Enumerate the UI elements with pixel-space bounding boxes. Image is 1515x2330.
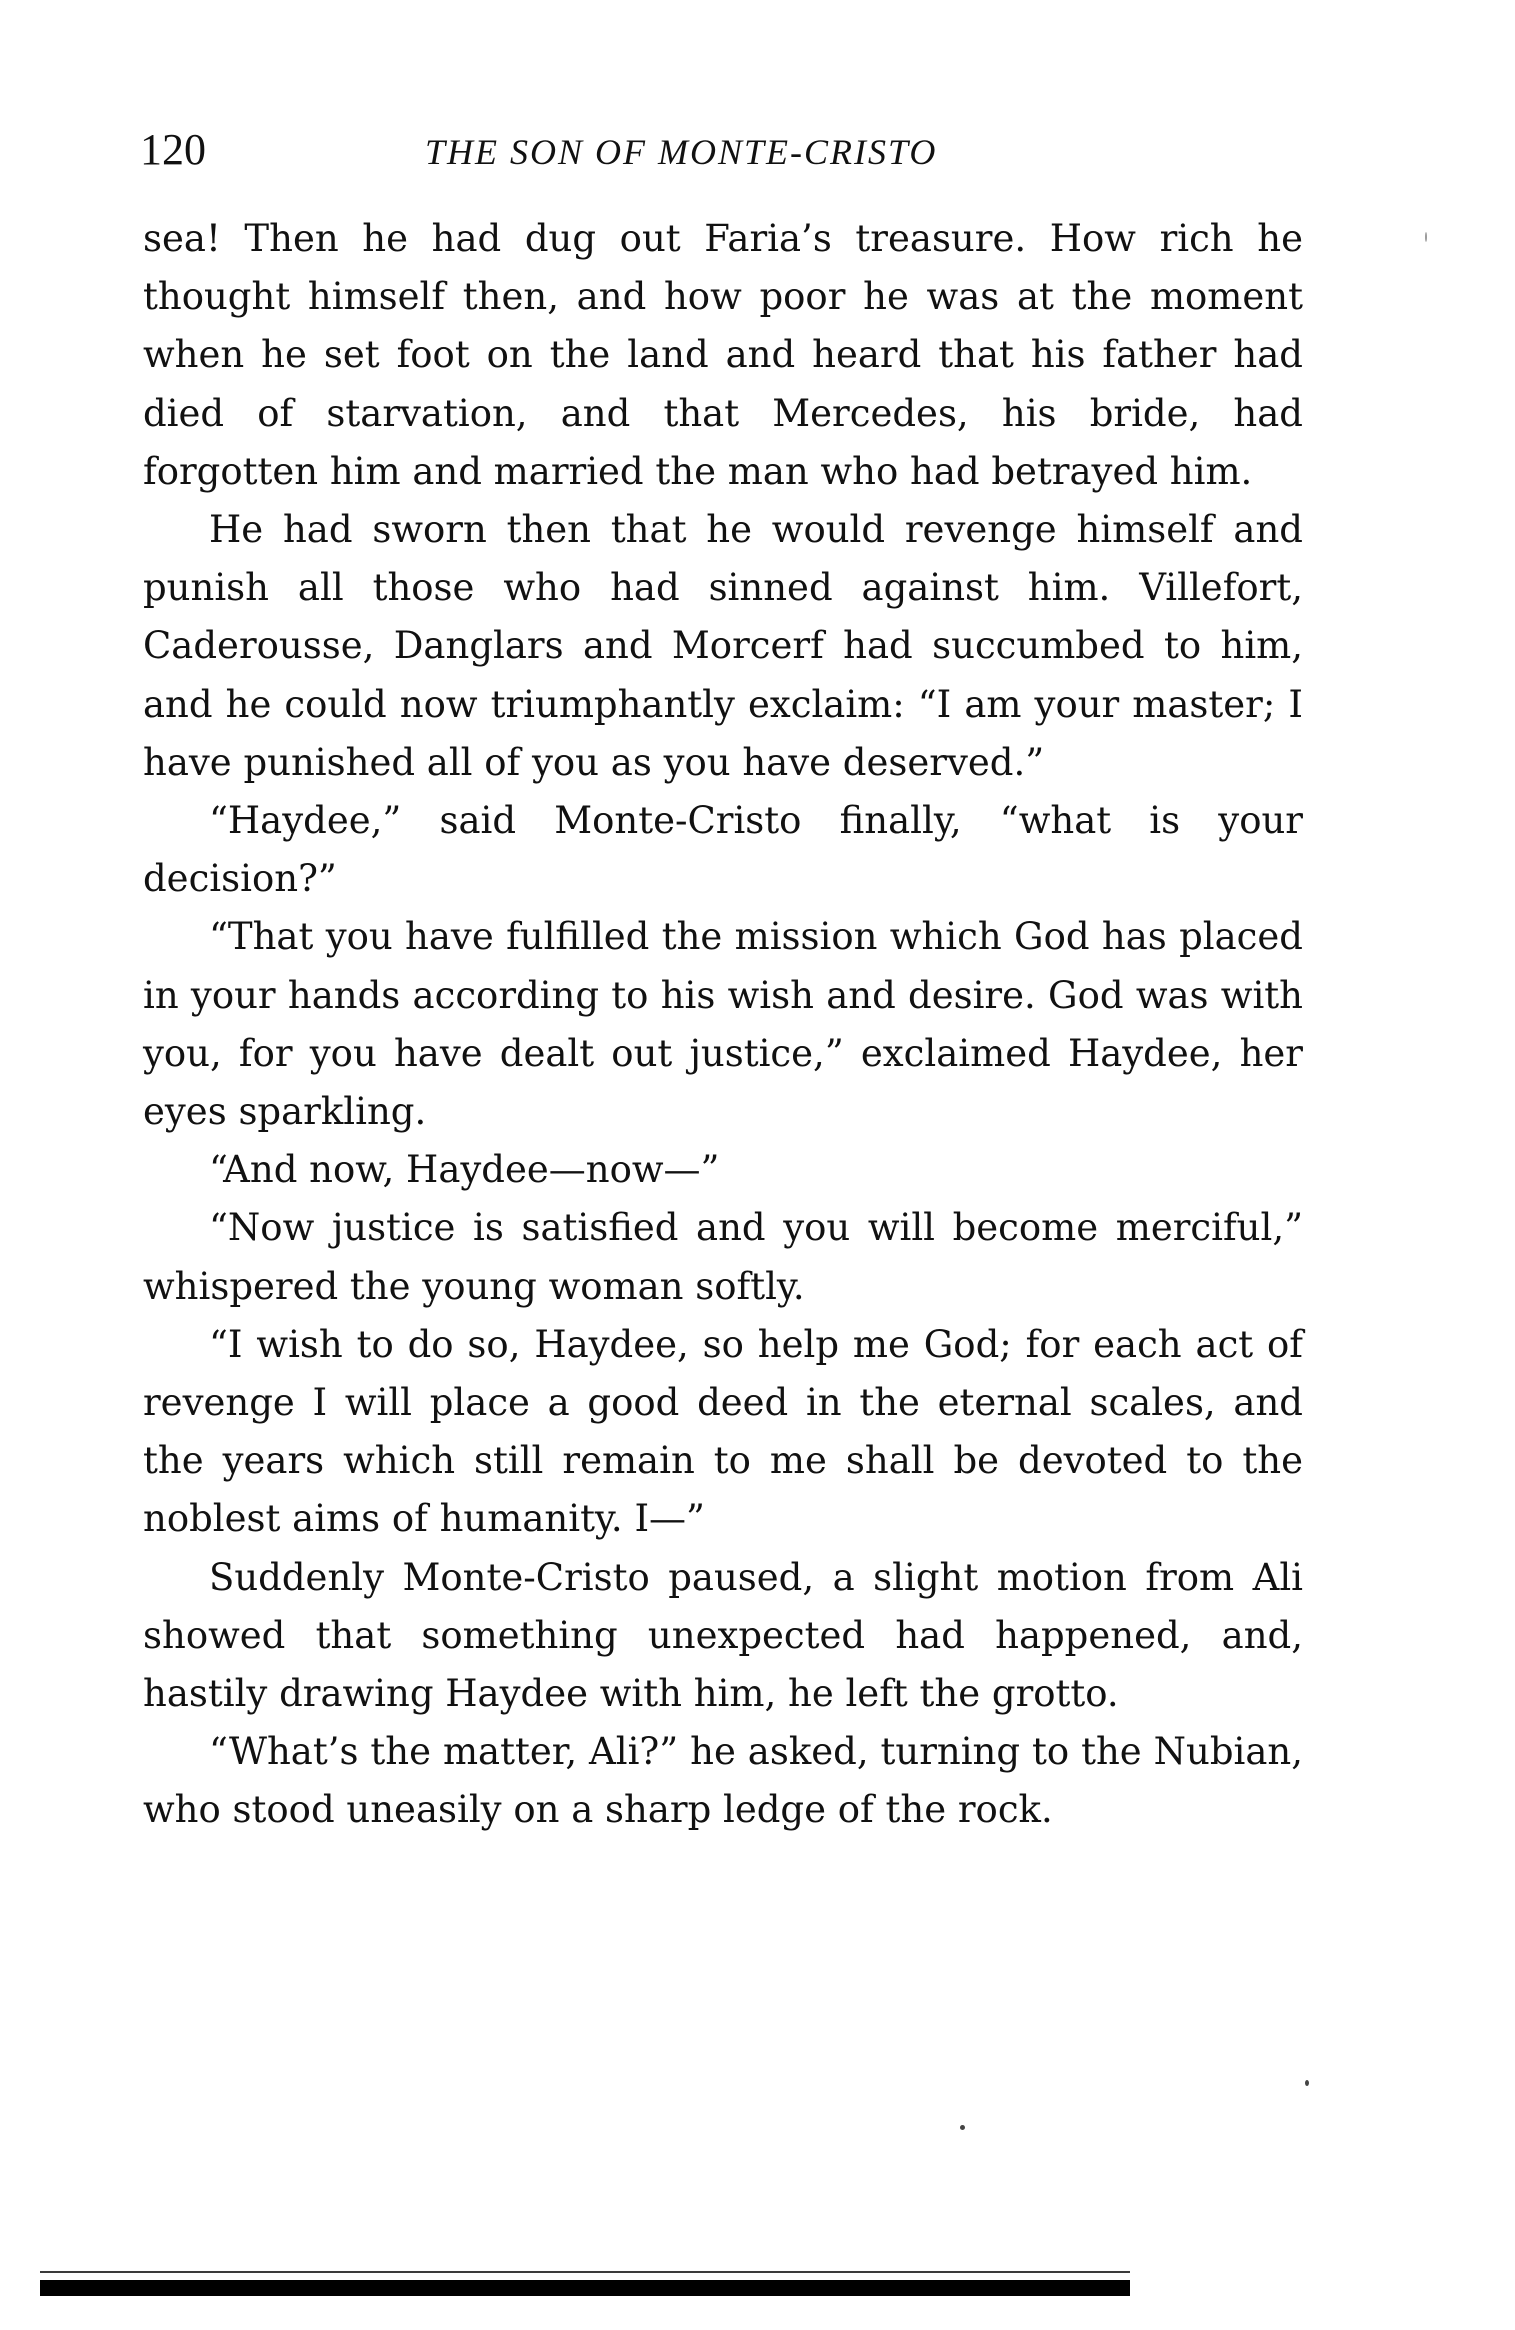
paragraph: “I wish to do so, Haydee, so help me God; for each act of revenge I will place a good deed in the eternal scales, and the years which still remain to me shall be devoted to the noblest aims of humanity. I—”: [143, 1322, 1303, 1541]
paragraph: “Haydee,” said Monte-Cristo finally, “what is your decision?”: [143, 799, 1303, 901]
paragraph: Suddenly Monte-Cristo paused, a slight motion from Ali showed that something unexpected had happened, and, hastily drawing Haydee with him, he left the grotto.: [143, 1555, 1303, 1716]
page-header: [140, 118, 1320, 178]
paragraph: sea! Then he had dug out Faria’s treasure. How rich he thought himself then, and how poor he was at the moment when he set foot on the land and heard that his father had died of starvation, and that Mercedes, his bride, had forgotten him and married the man who had betrayed him.: [143, 217, 1303, 493]
running-title: THE SON OF MONTE-CRISTO: [425, 132, 938, 172]
paragraph: “And now, Haydee—now—”: [209, 1148, 720, 1192]
paragraph: He had sworn then that he would revenge himself and punish all those who had sinned against him. Villefort, Caderousse, Danglars and Morcerf had succumbed to him, and he could now triumphantly exclaim: “I am your master; I have punished all of you as you have deserved.”: [143, 508, 1303, 784]
bottom-rule-thin: [40, 2271, 1130, 2273]
body-text: [143, 210, 1303, 1840]
bottom-rule-thick: [40, 2280, 1130, 2296]
print-speck: [1425, 232, 1427, 242]
page-number: 120: [140, 125, 206, 174]
paragraph: “That you have fulfilled the mission which God has placed in your hands according to his wish and desire. God was with you, for you have dealt out justice,” exclaimed Haydee, her eyes sparkling.: [143, 915, 1303, 1134]
paragraph: “Now justice is satisfied and you will become merciful,” whispered the young woman softly.: [143, 1206, 1303, 1308]
paragraph: “What’s the matter, Ali?” he asked, turning to the Nubian, who stood uneasily on a sharp ledge of the rock.: [143, 1730, 1303, 1832]
print-speck: [960, 2125, 965, 2130]
print-speck: [1305, 2080, 1309, 2086]
